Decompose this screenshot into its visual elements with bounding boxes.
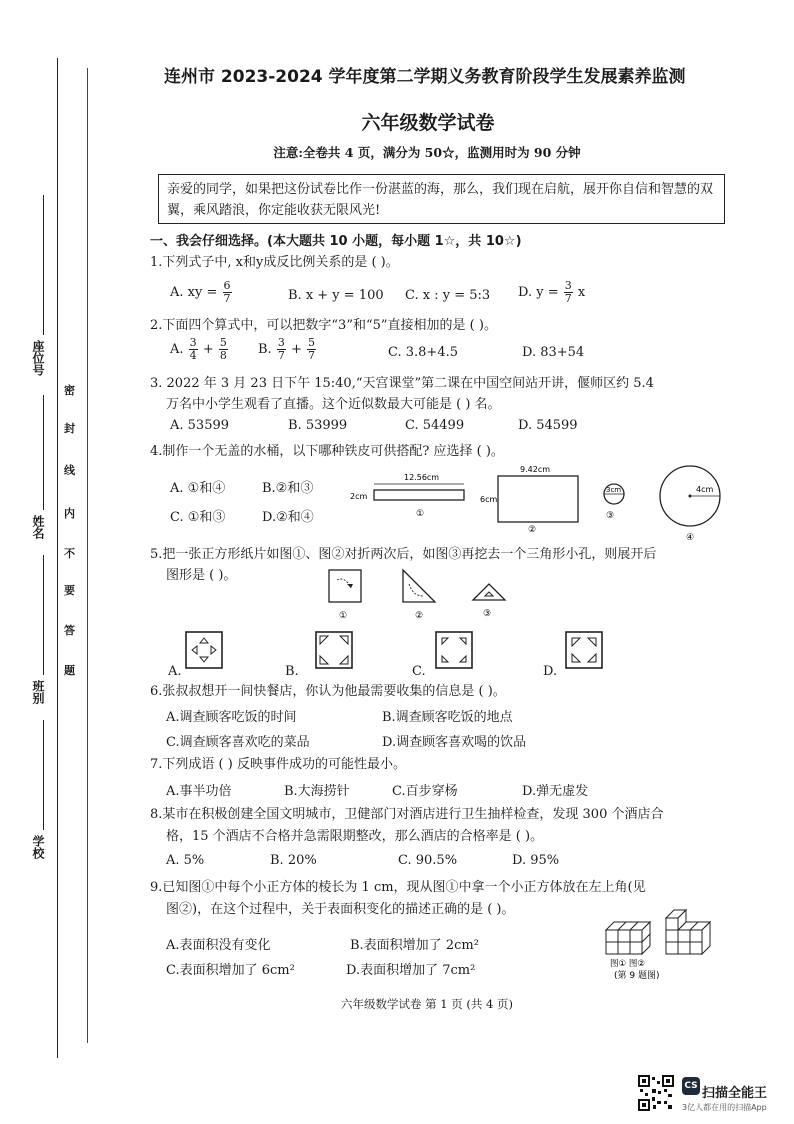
q5-option-a[interactable]: A. [168,664,182,679]
seat-number-blank[interactable] [43,195,44,335]
q5-option-b[interactable]: B. [285,664,299,679]
q9-fig-caption: (第 9 题图) [614,971,660,981]
seal-char: 封 [64,422,75,435]
q4-fig2-num: ② [528,525,537,535]
cube-face [666,918,678,930]
question-3-line-1: 3. 2022 年 3 月 23 日下午 15:40,“天宫课堂”第二课在中国空间站开讲，偃师区约 5.4 [150,376,654,391]
question-6-stem: 6.张叔叔想开一间快餐店，你认为他最需要收集的信息是 ( )。 [150,684,506,699]
q4-option-a[interactable]: A. ①和④ [170,481,226,496]
binding-line-outer [57,58,58,1058]
q2-option-a-text: A. [170,342,184,357]
seal-char: 密 [64,384,75,397]
question-4-stem: 4.制作一个无盖的水桶，以下哪种铁皮可供搭配? 应选择 ( )。 [150,444,504,459]
q4-option-c[interactable]: C. ①和③ [170,510,226,525]
q5-fold-figures [325,566,525,624]
school-label: 学校 [31,835,45,859]
name-label: 姓名 [31,515,45,539]
question-8-line-1: 8.某市在积极创建全国文明城市，卫健部门对酒店进行卫生抽样检查，发现 300 个酒店合 [150,807,664,822]
q9-fig-labels: 图① 图② [610,959,645,969]
q4-fig3-label: 3cm [606,486,622,494]
fraction [564,280,573,305]
operator: + [202,342,214,357]
q9-option-d[interactable]: D.表面积增加了 7cm² [346,963,476,978]
cube-face [618,930,630,942]
q9-option-b[interactable]: B.表面积增加了 2cm² [350,938,479,953]
q5-fold-arrow-1 [337,579,351,588]
seat-number-label: 座位号 [31,340,45,376]
question-5-line-1: 5.把一张正方形纸片如图①、图②对折两次后，如图③再挖去一个三角形小孔，则展开后 [150,547,657,562]
question-5-line-2: 图形是 ( )。 [166,568,237,583]
cube-face [690,942,702,954]
cube-face [666,930,678,942]
class-blank[interactable] [43,555,44,675]
q5-triangle [403,570,435,602]
q5-opt-c-hole [442,656,448,662]
seal-char: 题 [64,664,75,677]
q4-option-b[interactable]: B.②和③ [262,481,314,496]
exam-subtitle: 六年级数学试卷 [361,112,495,134]
q7-option-a[interactable]: A.事半功倍 [166,784,232,799]
question-3-line-2: 万名中小学生观看了直播。这个近似数最大可能是 ( ) 名。 [166,397,501,412]
q4-fig4-label: 4cm [696,485,714,494]
q9-fig1-cubes [606,922,650,954]
q5-opt-b-hole [320,656,328,664]
q1-option-a-text: A. xy = [170,285,218,300]
q8-option-b[interactable]: B. 20% [270,853,317,868]
fraction [219,337,228,362]
q5-opt-d-hole [572,638,580,646]
cube-face [678,930,690,942]
q1-option-d-tail: x [577,285,586,300]
question-7-stem: 7.下列成语 ( ) 反映事件成功的可能性最小。 [150,757,406,772]
q5-option-d[interactable]: D. [543,664,558,679]
name-blank[interactable] [43,395,44,510]
q4-fig4-center [689,495,692,498]
cube-face [666,942,678,954]
denominator: 7 [277,349,285,362]
q7-option-d[interactable]: D.弹无虚发 [522,784,589,799]
q3-option-b[interactable]: B. 53999 [288,418,348,433]
denominator: 7 [223,292,231,305]
q5-opt-c-hole [460,638,466,644]
q9-option-c[interactable]: C.表面积增加了 6cm² [166,963,295,978]
q5-opt-a-hole [192,646,197,654]
q3-option-a[interactable]: A. 53599 [170,418,230,433]
q9-fig2-cubes [666,910,710,954]
numerator: 5 [219,336,227,349]
q5-opt-c-hole [442,638,448,644]
q5-opt-d-hole [588,638,596,646]
numerator: 3 [189,336,197,349]
q2-option-a[interactable] [170,337,229,362]
q4-fig2-rect [498,476,578,522]
q5-hole [485,592,493,596]
cube-face [606,930,618,942]
seal-char: 答 [64,624,75,637]
question-8-line-2: 格，15 个酒店不合格并急需限期整改，那么酒店的合格率是 ( )。 [166,829,544,844]
question-1-stem: 1.下列式子中, x和y成反比例关系的是 ( )。 [150,255,399,270]
class-label: 班别 [31,680,45,704]
denominator: 4 [189,349,197,362]
seal-char: 线 [64,464,75,477]
q4-fig1-rect [374,490,464,500]
section-heading: 一、我会仔细选择。(本大题共 10 小题，每小题 1☆，共 10☆) [150,234,522,249]
q5-opt-a-hole [200,638,208,643]
cube-face [630,930,642,942]
q4-fig1-num: ① [416,509,425,519]
cube-face [606,942,618,954]
numerator: 5 [308,336,316,349]
question-2-stem: 2.下面四个算式中，可以把数字“3”和“5”直接相加的是 ( )。 [150,318,497,333]
q4-option-d[interactable]: D.②和④ [262,510,314,525]
q5-fold-arrow-2 [409,584,423,596]
q4-fig3-num: ③ [606,511,615,521]
denominator: 7 [564,292,572,305]
qr-code-icon [638,1075,674,1111]
q5-square [329,570,361,602]
q5-option-figures [184,630,624,674]
q6-option-a[interactable]: A.调查顾客吃饭的时间 [166,710,297,725]
q5-opt-a-hole [211,646,216,654]
q5-opt-b-hole [340,636,348,644]
cube-face [618,942,630,954]
q9-option-a[interactable]: A.表面积没有变化 [166,938,271,953]
cube-face [630,942,642,954]
binding-line-inner [87,68,88,1043]
q4-fig2-height: 6cm [480,495,498,504]
q5-opt-c-square [436,632,472,668]
page-footer: 六年级数学试卷 第 1 页 (共 4 页) [340,997,514,1011]
q2-option-b[interactable] [258,337,317,362]
q6-option-b[interactable]: B.调查顾客吃饭的地点 [382,710,513,725]
q3-option-d[interactable]: D. 54599 [518,418,578,433]
q7-option-c[interactable]: C.百步穿杨 [392,784,458,799]
q2-option-b-text: B. [258,342,272,357]
q3-option-c[interactable]: C. 54499 [405,418,465,433]
exam-title: 连州市 2023-2024 学年度第二学期义务教育阶段学生发展素养监测 [164,67,686,87]
q6-option-d[interactable]: D.调查顾客喜欢喝的饮品 [382,735,527,750]
numerator: 3 [564,279,572,292]
fraction [277,337,286,362]
q2-option-c[interactable]: C. 3.8+4.5 [388,345,458,360]
fraction [307,337,316,362]
school-blank[interactable] [43,720,44,830]
q5-arrow-head-1 [347,584,353,588]
cube-face [678,942,690,954]
q8-option-d[interactable]: D. 95% [512,853,560,868]
q8-option-c[interactable]: C. 90.5% [398,853,458,868]
scanner-tagline: 3亿人都在用的扫描App [682,1103,767,1112]
q5-opt-d-square [566,632,602,668]
q1-option-a[interactable] [170,280,233,305]
denominator: 7 [308,349,316,362]
seal-char: 要 [64,584,75,597]
numerator: 6 [223,279,231,292]
operator: + [290,342,302,357]
q5-option-c[interactable]: C. [412,664,426,679]
q5-fig-num-1: ① [339,611,348,621]
q1-option-b[interactable]: B. x + y = 100 [288,288,384,303]
q2-option-d[interactable]: D. 83+54 [522,345,585,360]
q5-opt-c-hole [460,656,466,662]
question-9-line-1: 9.已知图①中每个小正方体的棱长为 1 cm，现从图①中拿一个小正方体放在左上角(见 [150,880,646,895]
q5-opt-d-hole [588,654,596,662]
q8-option-a[interactable]: A. 5% [166,853,205,868]
seal-char: 不 [64,547,75,560]
cube-face [690,930,702,942]
fraction [189,337,198,362]
camscanner-logo-icon: CS [682,1077,700,1095]
q5-opt-b-hole [340,656,348,664]
q5-fig-num-3: ③ [483,609,492,619]
q5-opt-b-square [316,632,352,668]
denominator: 8 [219,349,227,362]
greeting-box: 亲爱的同学，如果把这份试卷比作一份湛蓝的海，那么，我们现在启航，展开你自信和智慧的双翼，乘风踏浪，你定能收获无限风光! [158,174,725,224]
q5-opt-b-hole [320,636,328,644]
question-9-line-2: 图②)，在这个过程中，关于表面积变化的描述正确的是 ( )。 [166,902,515,917]
q1-option-c[interactable]: C. x : y = 5:3 [405,288,491,303]
q7-option-b[interactable]: B.大海捞针 [284,784,350,799]
q5-fig-num-2: ② [415,611,424,621]
numerator: 3 [277,336,285,349]
q1-option-d-text: D. y = [518,285,559,300]
q4-fig2-width: 9.42cm [520,465,551,474]
fraction [223,280,232,305]
scanner-brand-name: 扫描全能王 [702,1086,768,1101]
q4-fig1-width: 12.56cm [404,473,440,482]
q6-option-c[interactable]: C.调查顾客喜欢吃的菜品 [166,735,310,750]
q1-option-d[interactable] [518,280,585,305]
seal-char: 内 [64,507,75,520]
exam-notice: 注意:全卷共 4 页，满分为 50☆，监测用时为 90 分钟 [273,145,581,160]
q9-cube-figures [600,900,730,982]
q5-opt-d-hole [572,654,580,662]
q4-fig4-num: ④ [686,533,695,543]
q5-opt-a-hole [200,657,208,662]
q4-fig1-height: 2cm [350,492,368,501]
q4-figures [348,462,730,544]
